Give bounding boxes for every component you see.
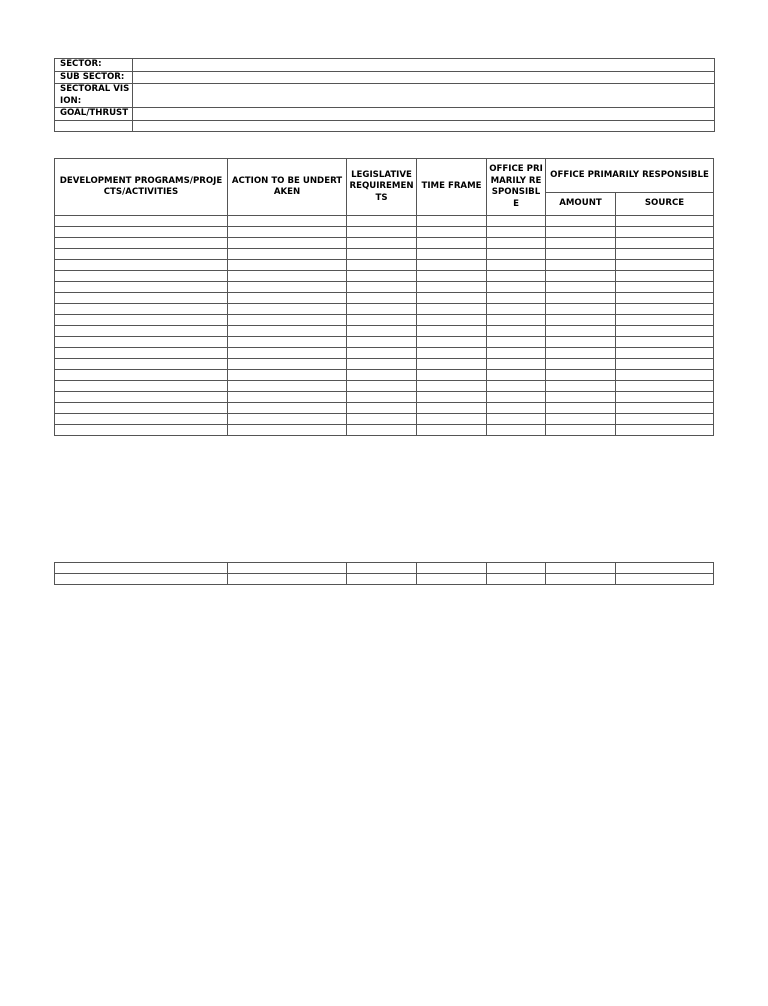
plan-cell-action[interactable] <box>228 348 347 359</box>
plan-cell-amount[interactable] <box>546 293 616 304</box>
sector-info-table <box>54 58 715 132</box>
plan-cell-time-frame[interactable] <box>417 216 487 227</box>
plan-cell-source[interactable] <box>616 249 714 260</box>
plan-cell-legislative[interactable] <box>347 227 417 238</box>
plan-cell-action[interactable] <box>228 238 347 249</box>
plan-cell-amount[interactable] <box>546 271 616 282</box>
plan-cell-time-frame[interactable] <box>417 282 487 293</box>
plan-cell-time-frame[interactable] <box>417 348 487 359</box>
plan-cell-action[interactable] <box>228 271 347 282</box>
plan-cell-action[interactable] <box>228 326 347 337</box>
plan-cell-programs[interactable] <box>55 414 228 425</box>
plan-cell-legislative[interactable] <box>347 359 417 370</box>
plan-cell-programs[interactable] <box>55 381 228 392</box>
plan-row <box>55 392 714 403</box>
plan-cell-office[interactable] <box>487 304 546 315</box>
plan-cell-office[interactable] <box>487 249 546 260</box>
plan-cell-amount[interactable] <box>546 315 616 326</box>
plan-cell-office[interactable] <box>487 403 546 414</box>
plan-row <box>55 337 714 348</box>
plan-cell-office[interactable] <box>487 326 546 337</box>
plan-cell-time-frame[interactable] <box>417 260 487 271</box>
plan-cell-legislative[interactable] <box>347 282 417 293</box>
plan-cell-source[interactable] <box>616 304 714 315</box>
plan-cell-legislative[interactable] <box>347 403 417 414</box>
footer-cell-source[interactable] <box>616 563 714 574</box>
plan-cell-programs[interactable] <box>55 392 228 403</box>
plan-cell-legislative[interactable] <box>347 414 417 425</box>
plan-cell-programs[interactable] <box>55 403 228 414</box>
plan-cell-source[interactable] <box>616 282 714 293</box>
plan-cell-time-frame[interactable] <box>417 403 487 414</box>
footer-cell-time-frame[interactable] <box>417 563 487 574</box>
plan-cell-office[interactable] <box>487 216 546 227</box>
header-legislative: LEGISLATIVE REQUIREMENTS <box>347 159 417 216</box>
plan-cell-source[interactable] <box>616 403 714 414</box>
plan-cell-action[interactable] <box>228 359 347 370</box>
plan-cell-action[interactable] <box>228 392 347 403</box>
plan-cell-time-frame[interactable] <box>417 359 487 370</box>
plan-cell-programs[interactable] <box>55 260 228 271</box>
plan-cell-amount[interactable] <box>546 359 616 370</box>
footer-cell-amount[interactable] <box>546 574 616 585</box>
plan-cell-source[interactable] <box>616 392 714 403</box>
plan-cell-source[interactable] <box>616 260 714 271</box>
plan-cell-programs[interactable] <box>55 370 228 381</box>
plan-row <box>55 414 714 425</box>
plan-cell-time-frame[interactable] <box>417 315 487 326</box>
plan-cell-amount[interactable] <box>546 381 616 392</box>
plan-cell-office[interactable] <box>487 414 546 425</box>
plan-cell-time-frame[interactable] <box>417 414 487 425</box>
plan-cell-programs[interactable] <box>55 249 228 260</box>
plan-cell-programs[interactable] <box>55 425 228 436</box>
plan-cell-legislative[interactable] <box>347 315 417 326</box>
header-row-top <box>55 159 714 193</box>
header-programs: DEVELOPMENT PROGRAMS/PROJECTS/ACTIVITIES <box>55 159 228 216</box>
plan-cell-office[interactable] <box>487 282 546 293</box>
plan-cell-time-frame[interactable] <box>417 381 487 392</box>
plan-cell-source[interactable] <box>616 414 714 425</box>
plan-cell-office[interactable] <box>487 315 546 326</box>
plan-cell-amount[interactable] <box>546 238 616 249</box>
footer-cell-programs[interactable] <box>55 563 228 574</box>
plan-cell-legislative[interactable] <box>347 425 417 436</box>
plan-cell-programs[interactable] <box>55 359 228 370</box>
plan-cell-action[interactable] <box>228 227 347 238</box>
development-plan-table <box>54 158 714 436</box>
plan-cell-action[interactable] <box>228 425 347 436</box>
sub-sector-value[interactable] <box>133 71 715 84</box>
footer-cell-action[interactable] <box>228 563 347 574</box>
plan-row <box>55 238 714 249</box>
footer-cell-programs[interactable] <box>55 574 228 585</box>
plan-cell-action[interactable] <box>228 293 347 304</box>
plan-cell-legislative[interactable] <box>347 326 417 337</box>
footer-cell-legislative[interactable] <box>347 574 417 585</box>
plan-row <box>55 348 714 359</box>
footer-cell-time-frame[interactable] <box>417 574 487 585</box>
plan-cell-legislative[interactable] <box>347 348 417 359</box>
plan-cell-action[interactable] <box>228 337 347 348</box>
plan-row <box>55 425 714 436</box>
plan-cell-legislative[interactable] <box>347 337 417 348</box>
header-office-group: OFFICE PRIMARILY RESPONSIBLE <box>546 159 714 193</box>
plan-cell-programs[interactable] <box>55 326 228 337</box>
plan-cell-programs[interactable] <box>55 348 228 359</box>
plan-cell-source[interactable] <box>616 337 714 348</box>
plan-row <box>55 249 714 260</box>
plan-cell-legislative[interactable] <box>347 238 417 249</box>
plan-cell-programs[interactable] <box>55 315 228 326</box>
plan-cell-office[interactable] <box>487 370 546 381</box>
plan-cell-source[interactable] <box>616 326 714 337</box>
plan-cell-office[interactable] <box>487 238 546 249</box>
plan-row <box>55 370 714 381</box>
header-office: OFFICE PRIMARILY RESPONSIBLE <box>487 159 546 216</box>
plan-cell-programs[interactable] <box>55 216 228 227</box>
plan-cell-time-frame[interactable] <box>417 249 487 260</box>
footer-table-body <box>55 563 714 585</box>
plan-cell-time-frame[interactable] <box>417 326 487 337</box>
plan-cell-office[interactable] <box>487 392 546 403</box>
plan-cell-office[interactable] <box>487 337 546 348</box>
plan-cell-office[interactable] <box>487 260 546 271</box>
plan-cell-amount[interactable] <box>546 425 616 436</box>
plan-cell-source[interactable] <box>616 227 714 238</box>
sector-value[interactable] <box>133 59 715 72</box>
plan-row <box>55 304 714 315</box>
plan-cell-legislative[interactable] <box>347 370 417 381</box>
plan-row <box>55 227 714 238</box>
plan-cell-action[interactable] <box>228 249 347 260</box>
plan-cell-action[interactable] <box>228 403 347 414</box>
plan-row <box>55 326 714 337</box>
plan-cell-time-frame[interactable] <box>417 337 487 348</box>
plan-cell-action[interactable] <box>228 260 347 271</box>
sector-label: SECTOR: <box>55 59 133 72</box>
plan-cell-time-frame[interactable] <box>417 293 487 304</box>
plan-cell-amount[interactable] <box>546 249 616 260</box>
plan-cell-time-frame[interactable] <box>417 392 487 403</box>
plan-cell-action[interactable] <box>228 315 347 326</box>
plan-cell-amount[interactable] <box>546 403 616 414</box>
sectoral-vision-value[interactable] <box>133 84 715 108</box>
plan-cell-amount[interactable] <box>546 216 616 227</box>
plan-cell-programs[interactable] <box>55 238 228 249</box>
plan-cell-amount[interactable] <box>546 282 616 293</box>
plan-cell-action[interactable] <box>228 381 347 392</box>
plan-cell-source[interactable] <box>616 370 714 381</box>
blank-info-label <box>55 120 133 131</box>
plan-cell-time-frame[interactable] <box>417 304 487 315</box>
footer-cell-office[interactable] <box>487 574 546 585</box>
plan-cell-action[interactable] <box>228 282 347 293</box>
sectoral-vision-label: SECTORAL VISION: <box>55 84 133 108</box>
goal-thrust-value[interactable] <box>133 108 715 121</box>
plan-cell-programs[interactable] <box>55 271 228 282</box>
plan-row <box>55 216 714 227</box>
plan-cell-amount[interactable] <box>546 227 616 238</box>
plan-cell-source[interactable] <box>616 216 714 227</box>
plan-cell-amount[interactable] <box>546 337 616 348</box>
plan-cell-programs[interactable] <box>55 282 228 293</box>
plan-cell-source[interactable] <box>616 271 714 282</box>
plan-cell-amount[interactable] <box>546 392 616 403</box>
sub-sector-row <box>55 71 715 84</box>
plan-cell-action[interactable] <box>228 304 347 315</box>
plan-cell-programs[interactable] <box>55 227 228 238</box>
blank-info-row <box>55 120 715 131</box>
plan-cell-programs[interactable] <box>55 337 228 348</box>
plan-row <box>55 381 714 392</box>
plan-cell-office[interactable] <box>487 271 546 282</box>
plan-cell-office[interactable] <box>487 293 546 304</box>
sectoral-vision-row <box>55 84 715 108</box>
plan-cell-source[interactable] <box>616 238 714 249</box>
header-action: ACTION TO BE UNDERTAKEN <box>228 159 347 216</box>
plan-cell-time-frame[interactable] <box>417 370 487 381</box>
footer-cell-amount[interactable] <box>546 563 616 574</box>
footer-row <box>55 563 714 574</box>
goal-thrust-label: GOAL/THRUST <box>55 108 133 121</box>
plan-cell-legislative[interactable] <box>347 249 417 260</box>
footer-row <box>55 574 714 585</box>
footer-cell-source[interactable] <box>616 574 714 585</box>
plan-cell-legislative[interactable] <box>347 260 417 271</box>
plan-cell-programs[interactable] <box>55 293 228 304</box>
plan-cell-time-frame[interactable] <box>417 271 487 282</box>
plan-cell-amount[interactable] <box>546 304 616 315</box>
plan-cell-amount[interactable] <box>546 260 616 271</box>
plan-cell-source[interactable] <box>616 315 714 326</box>
plan-cell-office[interactable] <box>487 425 546 436</box>
goal-thrust-row <box>55 108 715 121</box>
plan-cell-source[interactable] <box>616 293 714 304</box>
plan-cell-amount[interactable] <box>546 348 616 359</box>
plan-cell-legislative[interactable] <box>347 381 417 392</box>
header-time-frame: TIME FRAME <box>417 159 487 216</box>
plan-cell-legislative[interactable] <box>347 392 417 403</box>
plan-cell-action[interactable] <box>228 414 347 425</box>
header-amount: AMOUNT <box>546 193 616 216</box>
plan-cell-amount[interactable] <box>546 414 616 425</box>
footer-cell-office[interactable] <box>487 563 546 574</box>
footer-table <box>54 562 714 585</box>
plan-cell-amount[interactable] <box>546 326 616 337</box>
plan-cell-source[interactable] <box>616 359 714 370</box>
plan-cell-office[interactable] <box>487 381 546 392</box>
header-source: SOURCE <box>616 193 714 216</box>
footer-cell-action[interactable] <box>228 574 347 585</box>
plan-cell-amount[interactable] <box>546 370 616 381</box>
blank-info-value[interactable] <box>133 120 715 131</box>
plan-cell-source[interactable] <box>616 348 714 359</box>
plan-table-body <box>55 216 714 436</box>
plan-row <box>55 315 714 326</box>
plan-cell-source[interactable] <box>616 425 714 436</box>
plan-cell-legislative[interactable] <box>347 293 417 304</box>
plan-row <box>55 293 714 304</box>
plan-cell-time-frame[interactable] <box>417 238 487 249</box>
sub-sector-label: SUB SECTOR: <box>55 71 133 84</box>
footer-cell-legislative[interactable] <box>347 563 417 574</box>
plan-cell-source[interactable] <box>616 381 714 392</box>
plan-row <box>55 359 714 370</box>
plan-cell-action[interactable] <box>228 370 347 381</box>
plan-cell-legislative[interactable] <box>347 216 417 227</box>
plan-row <box>55 271 714 282</box>
plan-cell-time-frame[interactable] <box>417 425 487 436</box>
plan-cell-programs[interactable] <box>55 304 228 315</box>
plan-row <box>55 403 714 414</box>
plan-row <box>55 260 714 271</box>
sector-row <box>55 59 715 72</box>
plan-cell-office[interactable] <box>487 359 546 370</box>
plan-cell-office[interactable] <box>487 348 546 359</box>
plan-cell-legislative[interactable] <box>347 271 417 282</box>
plan-cell-action[interactable] <box>228 216 347 227</box>
plan-cell-legislative[interactable] <box>347 304 417 315</box>
plan-row <box>55 282 714 293</box>
plan-cell-office[interactable] <box>487 227 546 238</box>
plan-cell-time-frame[interactable] <box>417 227 487 238</box>
